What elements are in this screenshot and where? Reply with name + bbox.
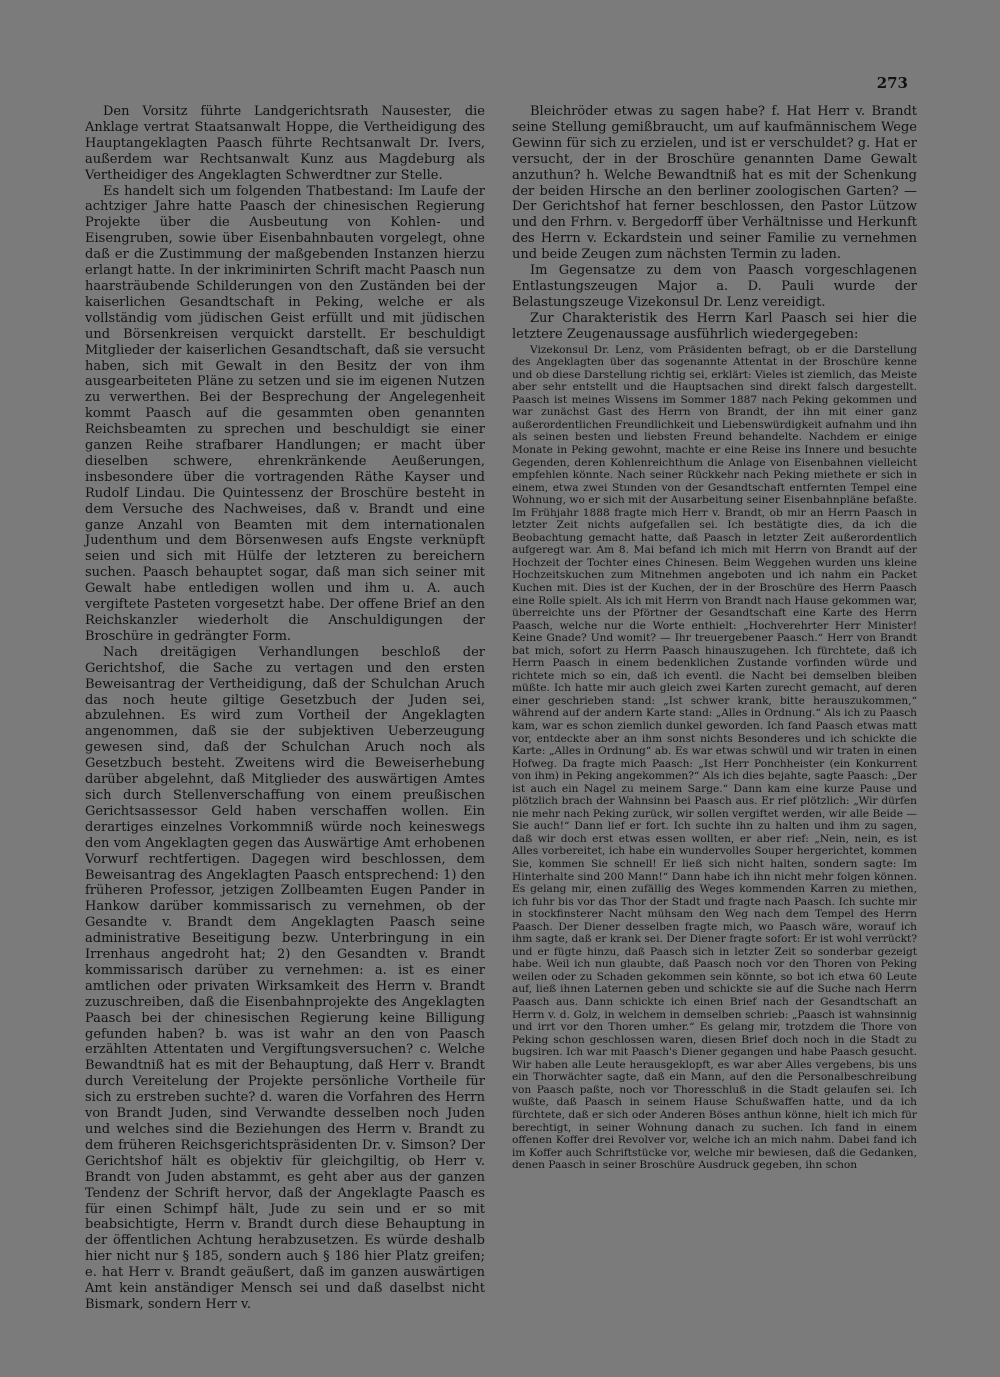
paragraph: Im Gegensatze zu dem von Paasch vorgeschlagenen Entlastungszeugen Major a. D. Pauli wurde der Belastungszeuge Vizekonsul Dr. Lenz vereidigt. [512, 263, 917, 310]
left-column [85, 104, 485, 1313]
right-column [512, 104, 917, 1172]
paragraph: Den Vorsitz führte Landgerichtsrath Nausester, die Anklage vertrat Staatsanwalt Hoppe, die Vertheidigung des Hauptangeklagten Paasch führte Rechtsanwalt Dr. Ivers, außerdem war Rechtsanwalt Kunz aus Magdeburg als Vertheidiger des Angeklagten Schwerdtner zur Stelle. [85, 104, 485, 183]
paragraph: Es handelt sich um folgenden Thatbestand: Im Laufe der achtziger Jahre hatte Paasch der chinesischen Regierung Projekte über die Ausbeutung von Kohlen- und Eisengruben, sowie über Eisenbahnbauten vorgelegt, ohne daß er die Zustimmung der maßgebenden Instanzen hierzu erlangt hatte. In der inkriminirten Schrift macht Paasch nun haarsträubende Schilderungen von den Zuständen bei der kaiserlichen Gesandtschaft in Peking, welche er als vollständig vom jüdischen Geist erfüllt und mit jüdischen und Börsenkreisen verquickt darstellt. Er beschuldigt Mitglieder der kaiserlichen Gesandtschaft, daß sie versucht haben, sich mit Gewalt in den Besitz der von ihm ausgearbeiteten Pläne zu setzen und sie im eigenen Nutzen zu verwerthen. Bei der Besprechung der Angelegenheit kommt Paasch auf die gesammten oben genannten Reichsbeamten zu sprechen und beschuldigt sie einer ganzen Reihe strafbarer Handlungen; er macht über dieselben schwere, ehrenkränkende Aeußerungen, insbesondere über die vortragenden Räthe Kayser und Rudolf Lindau. Die Quintessenz der Broschüre besteht in dem Versuche des Nachweises, daß v. Brandt und eine ganze Anzahl von Beamten mit dem internationalen Judenthum und dem Börsenwesen aufs Engste verknüpft seien und sich mit Hülfe der letzteren zu bereichern suchen. Paasch behauptet sogar, daß man sich seiner mit Gewalt habe entledigen wollen und ihm u. A. auch vergiftete Pasteten vorgesetzt habe. Der offene Brief an den Reichskanzler wiederholt die Anschuldigungen der Broschüre in gedrängter Form. [85, 183, 485, 644]
paragraph: Nach dreitägigen Verhandlungen beschloß der Gerichtshof, die Sache zu vertagen und den ersten Beweisantrag der Vertheidigung, daß der Schulchan Aruch das noch heute giltige Gesetzbuch der Juden sei, abzulehnen. Es wird zum Vortheil der Angeklagten angenommen, daß sie der subjektiven Ueberzeugung gewesen sind, daß der Schulchan Aruch noch als Gesetzbuch besteht. Zweitens wird die Beweiserhebung darüber abgelehnt, daß Mitglieder des auswärtigen Amtes sich durch Stellenverschaffung von einem preußischen Gerichtsassessor Geld haben verschaffen wollen. Ein derartiges einzelnes Vorkommniß würde noch keineswegs den vom Angeklagten gegen das Auswärtige Amt erhobenen Vorwurf rechtfertigen. Dagegen wird beschlossen, dem Beweisantrag des Angeklagten Paasch entsprechend: 1) den früheren Professor, jetzigen Zollbeamten Eugen Pander in Hankow darüber kommissarisch zu vernehmen, ob der Gesandte v. Brandt dem Angeklagten Paasch seine administrative Beseitigung bezw. Unterbringung in ein Irrenhaus angedroht hat; 2) den Gesandten v. Brandt kommissarisch darüber zu vernehmen: a. ist es einer amtlichen oder privaten Wirksamkeit des Herrn v. Brandt zuzuschreiben, daß die Eisenbahnprojekte des Angeklagten Paasch bei der chinesischen Regierung keine Billigung gefunden haben? b. was ist wahr an den von Paasch erzählten Attentaten und Vergiftungsversuchen? c. Welche Bewandtniß hat es mit der Behauptung, daß Herr v. Brandt durch Vereitelung der Projekte persönliche Vortheile für sich zu erstreben suchte? d. waren die Vorfahren des Herrn von Brandt Juden, sind Verwandte desselben noch Juden und welches sind die Beziehungen des Herrn v. Brandt zu dem früheren Reichsgerichtspräsidenten Dr. v. Simson? Der Gerichtshof hält es objektiv für gleichgiltig, ob Herr v. Brandt von Juden abstammt, es geht aber aus der ganzen Tendenz der Schrift hervor, daß der Angeklagte Paasch es für einen Schimpf hält, Jude zu sein und er so mit beabsichtigte, Herrn v. Brandt durch diese Behauptung in der öffentlichen Achtung herabzusetzen. Es würde deshalb hier nicht nur § 185, sondern auch § 186 hier Platz greifen; e. hat Herr v. Brandt geäußert, daß im ganzen auswärtigen Amt kein anständiger Mensch sei und daß daselbst nicht Bismark, sondern Herr v. [85, 644, 485, 1312]
paragraph: Zur Charakteristik des Herrn Karl Paasch sei hier die letztere Zeugenaussage ausführlich wiedergegeben: [512, 310, 917, 342]
page-number: 273 [876, 74, 908, 92]
testimony-paragraph: Vizekonsul Dr. Lenz, vom Präsidenten befragt, ob er die Darstellung des Angeklagten über das sogenannte Attentat in der Broschüre kenne und ob diese Darstellung richtig sei, erklärt: Vieles ist ziemlich, das Meiste aber sehr entstellt und die Hauptsachen sind direkt falsch dargestellt. Paasch ist meines Wissens im Sommer 1887 nach Peking gekommen und war zunächst Gast des Herrn von Brandt, der ihn mit einer ganz außerordentlichen Freundlichkeit und Liebenswürdigkeit aufnahm und ihn als seinen besten und liebsten Freund behandelte. Nachdem er einige Monate in Peking gewohnt, machte er eine Reise ins Innere und besuchte Gegenden, deren Kohlenreichthum die Anlage von Eisenbahnen vielleicht empfehlen könnte. Nach seiner Rückkehr nach Peking miethete er sich in einem, etwa zwei Stunden von der Gesandtschaft entfernten Tempel eine Wohnung, wo er sich mit der Ausarbeitung seiner Eisenbahnpläne befaßte. Im Frühjahr 1888 fragte mich Herr v. Brandt, ob mir an Herrn Paasch in letzter Zeit nichts aufgefallen sei. Ich bestätigte dies, da ich die Beobachtung gemacht hatte, daß Paasch in letzter Zeit außerordentlich aufgeregt war. Am 8. Mai befand ich mich mit Herrn von Brandt auf der Hochzeit der Tochter eines Chinesen. Beim Weggehen wurden uns kleine Hochzeitskuchen zum Mitnehmen angeboten und ich nahm ein Packet Kuchen mit. Dies ist der Kuchen, der in der Broschüre des Herrn Paasch eine Rolle spielt. Als ich mit Herrn von Brandt nach Hause gekommen war, überreichte uns der Pförtner der Gesandtschaft eine Karte des Herrn Paasch, welche nur die Worte enthielt: „Hochverehrter Herr Minister! Keine Gnade? Und womit? — Ihr treuergebener Paasch.“ Herr von Brandt bat mich, sofort zu Herrn Paasch hinauszugehen. Ich fürchtete, daß ich Herrn Paasch in einem bedenklichen Zustande vorfinden würde und richtete mich so ein, daß ich eventl. die Nacht bei demselben bleiben müßte. Ich hatte mir auch gleich zwei Karten zurecht gemacht, auf deren einer geschrieben stand: „Ist schwer krank, bitte herauszukommen,“ während auf der andern Karte stand: „Alles in Ordnung.“ Als ich zu Paasch kam, war es schon ziemlich dunkel geworden. Ich fand Paasch etwas matt vor, entdeckte aber an ihm sonst nichts Besonderes und ich schickte die Karte: „Alles in Ordnung“ ab. Es war etwas schwül und wir traten in einen Hofweg. Da fragte mich Paasch: „Ist Herr Ponchheister (ein Konkurrent von ihm) in Peking angekommen?“ Als ich dies bejahte, sagte Paasch: „Der ist auch ein Nagel zu meinem Sarge.“ Dann kam eine kurze Pause und plötzlich brach der Wahnsinn bei Paasch aus. Er rief plötzlich: „Wir dürfen nie mehr nach Peking zurück, wir sollen vergiftet werden, wir alle Beide — Sie auch!“ Dann lief er fort. Ich suchte ihn zu halten und ihm zu sagen, daß wir doch erst etwas essen wollten, er aber rief: „Nein, nein, es ist Alles vorbereitet, ich habe ein wundervolles Souper hergerichtet, kommen Sie, kommen Sie schnell! Er ließ sich nicht halten, sondern sagte: Im Hinterhalte sind 200 Mann!“ Dann habe ich ihn nicht mehr folgen können. Es gelang mir, einen zufällig des Weges kommenden Karren zu miethen, ich fuhr bis vor das Thor der Stadt und fragte nach Paasch. Ich suchte mir in stockfinsterer Nacht mühsam den Weg nach dem Tempel des Herrn Paasch. Der Diener desselben fragte mich, wo Paasch wäre, worauf ich ihm sagte, daß er krank sei. Der Diener fragte sofort: Er ist wohl verrückt? und er fügte hinzu, daß Paasch sich in letzter Zeit so sonderbar gezeigt habe. Weil ich nun glaubte, daß Paasch noch vor den Thoren von Peking weilen oder zu Schaden gekommen sein könnte, so bot ich etwa 60 Leute auf, ließ ihnen Laternen geben und schickte sie auf die Suche nach Herrn Paasch aus. Dann schickte ich einen Brief nach der Gesandtschaft an Herrn v. d. Golz, in welchem in demselben schrieb: „Paasch ist wahnsinnig und irrt vor den Thoren umher.“ Es gelang mir, trotzdem die Thore von Peking schon geschlossen waren, diesen Brief doch noch in die Stadt zu bugsiren. Ich war mit Paasch's Diener gegangen und habe Paasch gesucht. Wir haben alle Leute herausgeklopft, es war aber Alles vergebens, bis uns ein Thorwächter sagte, daß ein Mann, auf den die Personalbeschreibung von Paasch paßte, noch vor Thoresschluß in die Stadt gelaufen sei. Ich wußte, daß Paasch in seinem Hause Schußwaffen hatte, und da ich fürchtete, daß er sich oder Anderen Böses anthun könne, hielt ich mich für berechtigt, in seiner Wohnung danach zu suchen. Ich fand in einem offenen Koffer drei Revolver vor, welche ich an mich nahm. Dabei fand ich im Koffer auch Schriftstücke vor, welche mir bewiesen, daß die Gedanken, denen Paasch in seiner Broschüre Ausdruck gegeben, ihn schon [512, 343, 917, 1172]
paragraph: Bleichröder etwas zu sagen habe? f. Hat Herr v. Brandt seine Stellung gemißbraucht, um auf kaufmännischem Wege Gewinn für sich zu erzielen, und ist er verschuldet? g. Hat er versucht, der in der Broschüre genannten Dame Gewalt anzuthun? h. Welche Bewandtniß hat es mit der Schenkung der beiden Hirsche an den berliner zoologischen Garten? — Der Gerichtshof hat ferner beschlossen, den Pastor Lützow und den Frhrn. v. Bergedorff über Verhältnisse und Herkunft des Herrn v. Eckardstein und seiner Familie zu vernehmen und beide Zeugen zum nächsten Termin zu laden. [512, 104, 917, 263]
